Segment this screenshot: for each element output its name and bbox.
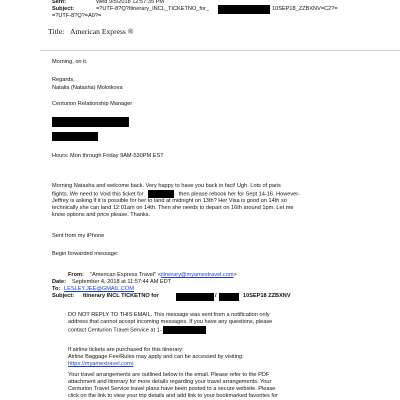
forwarded-to-label: To: <box>52 286 61 292</box>
redaction-bar <box>52 117 129 127</box>
redaction-bar <box>163 326 206 334</box>
reply-role: Centurion Relationship Manager <box>52 101 133 107</box>
forwarded-date-label: Date: <box>52 279 66 285</box>
baggage-fee-link[interactable]: https://myamextravel.com/ <box>68 361 134 367</box>
title-label: Title: <box>48 27 65 36</box>
notice-line: DO NOT REPLY TO THIS EMAIL. This message was sent from a notification only <box>68 312 270 318</box>
subject-value-part-1: =?UTF-8?Q?Itinerary_INCL_TICKETNO_for_ <box>96 6 210 12</box>
begin-forwarded-line: Begin forwarded message: <box>52 251 119 257</box>
message-line: Morning Natasha and welcome back. Very happy to have you back in fact! Ugh. Lots of paris <box>52 183 281 189</box>
message-line: Jeffrey is asking if it is possible for her to land at midnight on 13th? Her Visa is good on 14th so <box>52 198 287 205</box>
forwarded-from-close: > <box>233 272 237 278</box>
redaction-bar <box>219 293 239 301</box>
subject-value-part-2: 10SEP18_ZZBXNV=C2?= <box>272 6 338 12</box>
forwarded-from-value <box>90 272 237 279</box>
message-line-segment: flights. We need to Void this ticket for <box>52 191 144 198</box>
notice-line: address that cannot accept incoming messages. If you have any questions, please <box>68 319 273 325</box>
reply-name: Natalia (Natasha) Molotkova <box>52 85 123 91</box>
forwarded-subject-separator: / <box>215 293 217 299</box>
sent-from-line: Sent from my iPhone <box>52 233 105 239</box>
message-line: technically she can land 12:01am on 14th. Then she needs to depart on 16th around 1pm. Let me <box>52 205 294 212</box>
arrangements-line: attachment and itinerary for more details regarding your travel arrangements. Your <box>68 379 272 385</box>
forwarded-subject-part-1: Itinerary INCL TICKETNO for <box>83 293 159 299</box>
notice-paragraph <box>68 312 393 334</box>
forwarded-date-value: September 4, 2018 at 11:57:44 AM EDT <box>72 279 172 285</box>
redaction-bar <box>52 132 98 141</box>
forwarded-from-email-link[interactable]: itinerary@myamextravel.com <box>160 272 234 278</box>
redaction-bar <box>218 5 270 14</box>
airline-line: Airline Baggage Fee/Rules may apply and can be accessed by visiting: <box>68 354 244 360</box>
forwarded-to-email-link[interactable]: LESLEY.JEE@GMAIL.COM <box>64 286 134 292</box>
title-value: American Express ® <box>70 27 134 36</box>
reply-regards: Regards, <box>52 77 75 83</box>
redaction-bar <box>176 293 214 301</box>
sent-value: Wed 9/5/2018 12:57:35 PM <box>96 0 165 5</box>
forwarded-subject-label: Subject: <box>52 293 75 299</box>
forwarded-subject-part-3: 10SEP18 ZZBXNV <box>243 293 291 299</box>
header-divider <box>40 50 400 51</box>
redaction-bar <box>148 190 174 198</box>
notice-line-segment: contact Centurion Travel Service at 1- <box>68 327 162 334</box>
arrangements-line: Your travel arrangements are outlined below in the email. Please refer to the PDF <box>68 372 270 378</box>
subject-label: Subject: <box>52 6 75 12</box>
message-line-segment: then please rebook her for Sept 14-16. However- <box>178 191 301 198</box>
forwarded-from-name: "American Express Travel" < <box>90 272 161 278</box>
subject-value-part-3: =?UTF-8?Q?=A0?= <box>52 13 102 19</box>
airline-line: If airline tickets are purchased for this itinerary: <box>68 347 184 353</box>
arrangements-line: click on the link to view your trip details and add link to your bookmarked favorites for <box>68 393 278 399</box>
reply-greeting: Morning, on it. <box>52 59 88 65</box>
notice-line <box>68 326 393 334</box>
message-paragraph <box>52 183 392 219</box>
message-line <box>52 190 392 198</box>
arrangements-paragraph <box>68 372 393 400</box>
reply-hours: Hours: Mon through Friday 9AM-530PM EST <box>52 153 164 159</box>
arrangements-line: Centurion Travel Service travel plans have been posted to a secure website. Please <box>68 386 276 392</box>
airline-paragraph <box>68 347 393 368</box>
forwarded-from-label: From: <box>68 272 84 278</box>
message-line: know options and price please. Thanks. <box>52 212 151 219</box>
sent-label: Sent: <box>52 0 66 5</box>
